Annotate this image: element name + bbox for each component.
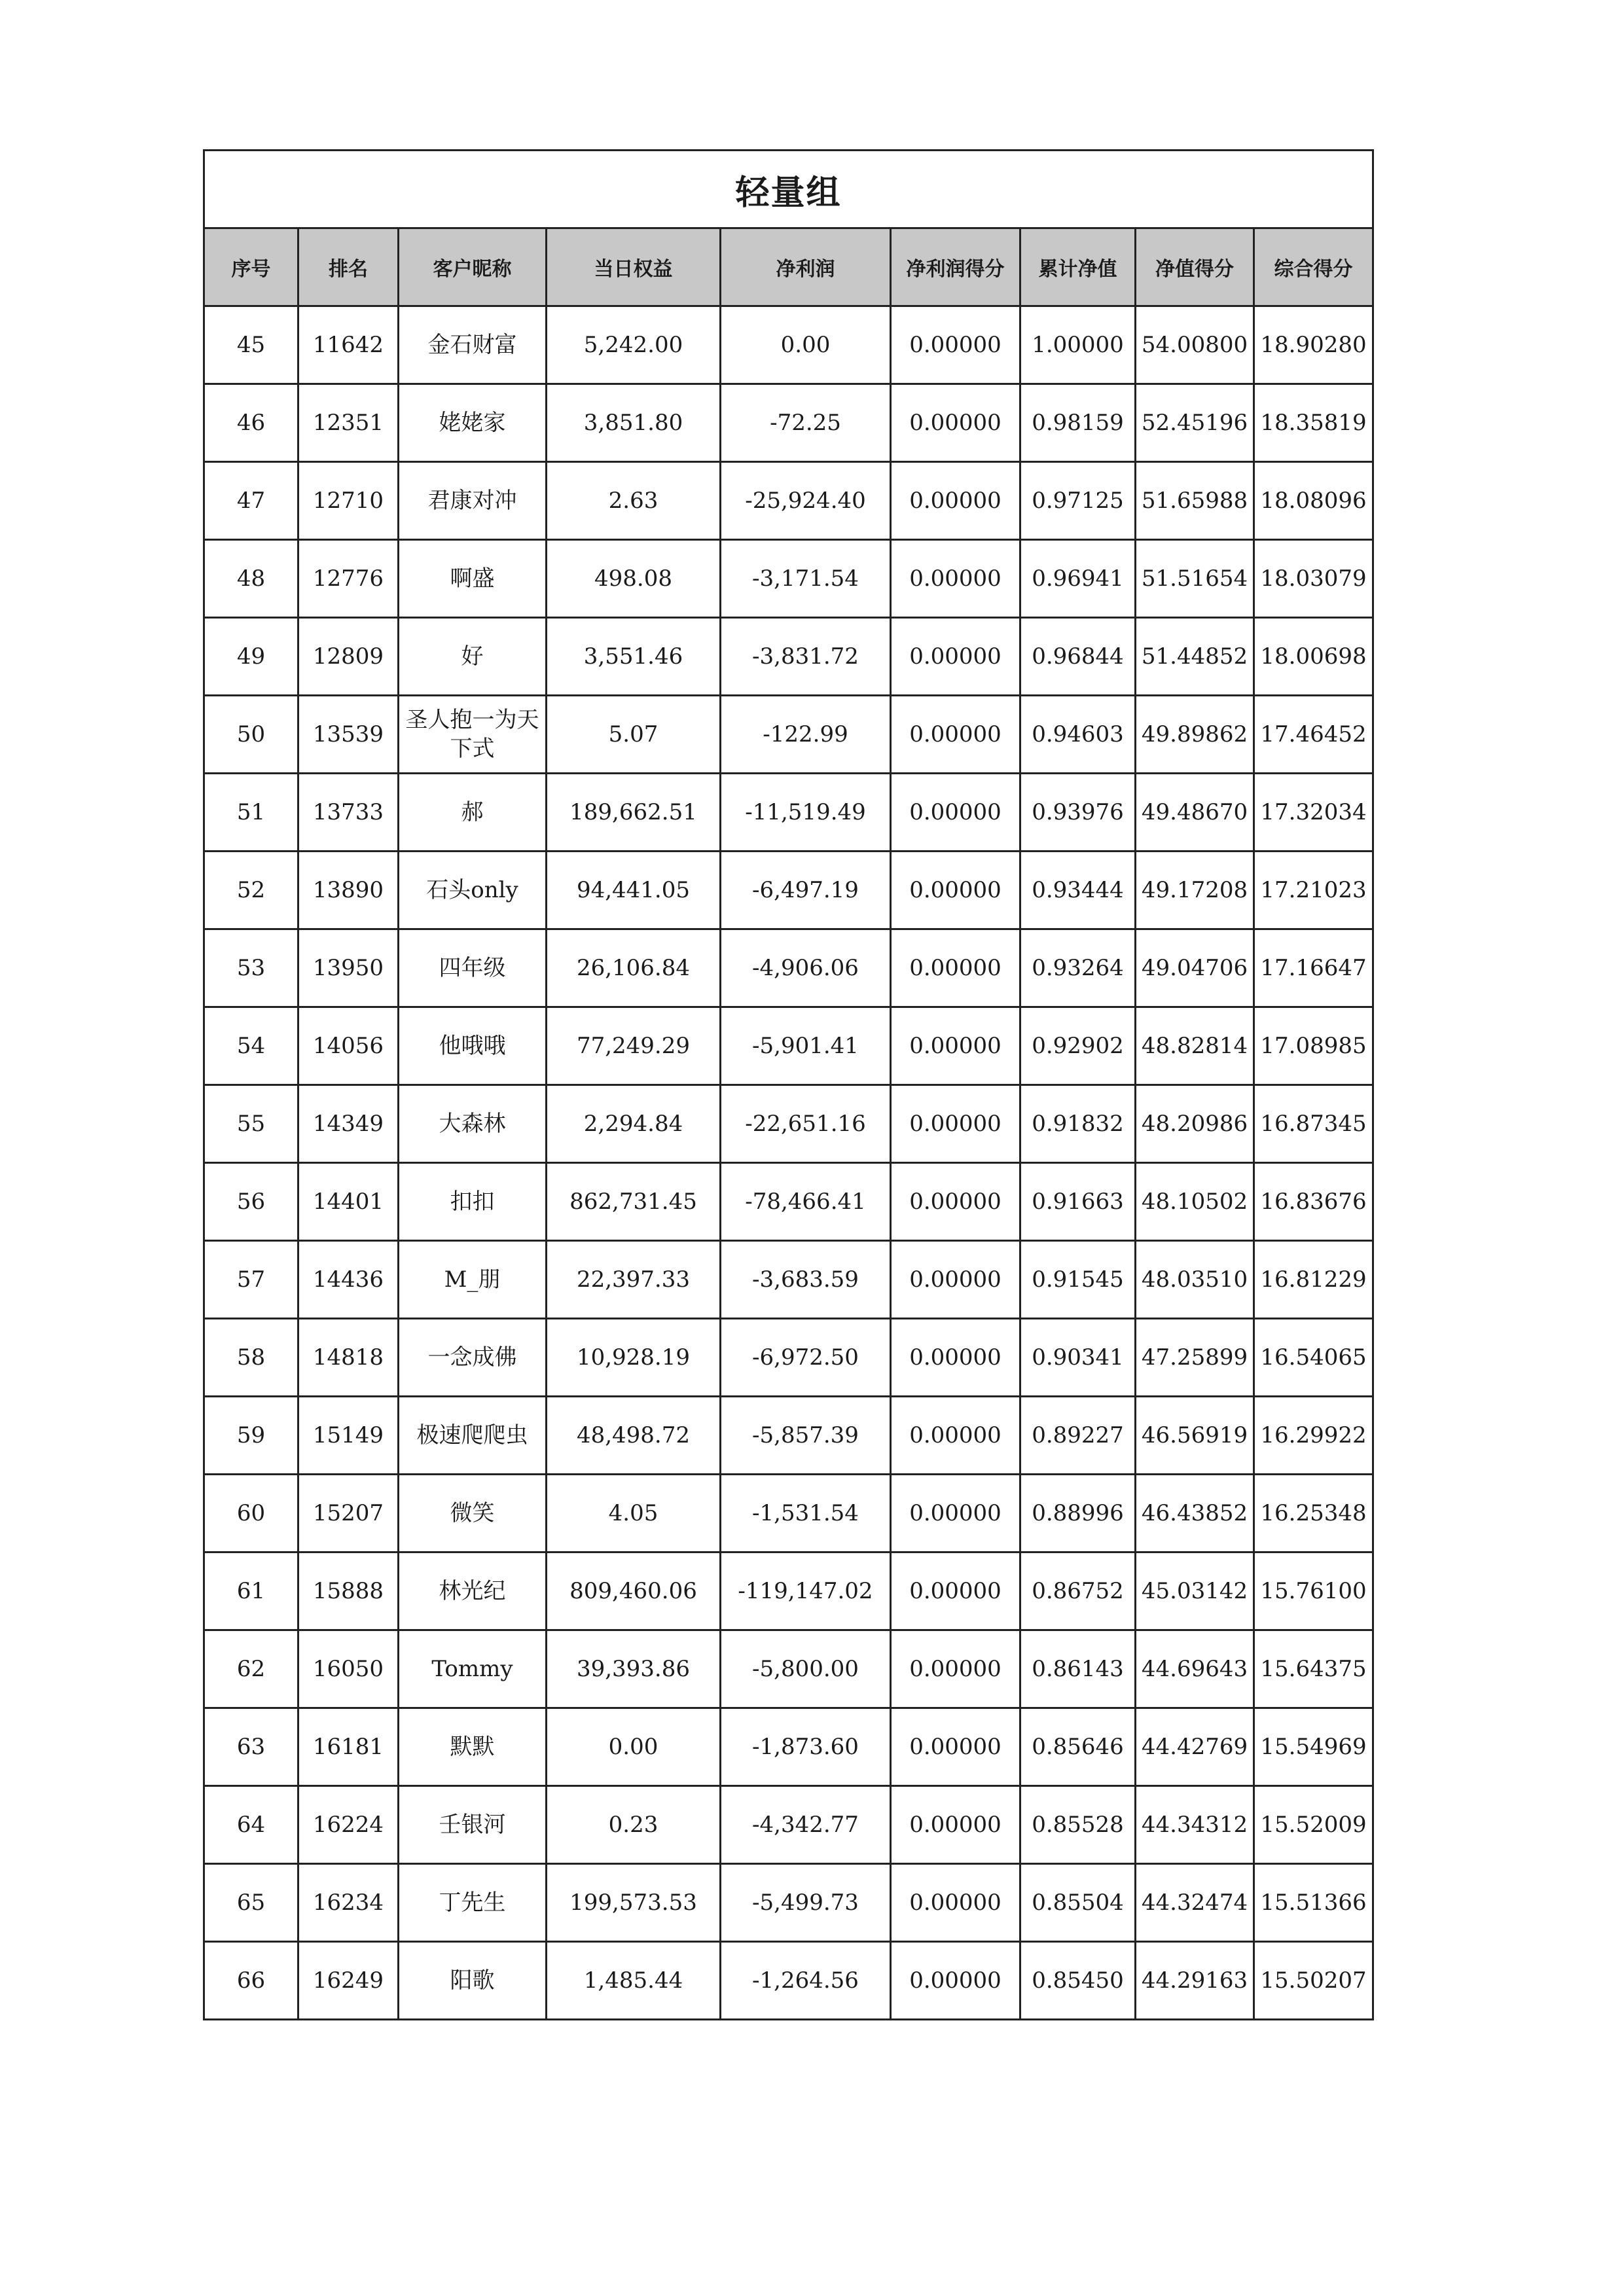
cell-net-profit: -5,800.00 [721, 1630, 891, 1708]
cell-cumulative-nav: 0.85646 [1020, 1708, 1136, 1786]
cell-cumulative-nav: 0.89227 [1020, 1397, 1136, 1475]
cell-daily-equity: 498.08 [547, 540, 721, 618]
cell-index: 45 [204, 306, 298, 384]
cell-nickname: 一念成佛 [399, 1319, 547, 1397]
cell-cumulative-nav: 0.88996 [1020, 1475, 1136, 1552]
cell-net-profit: -22,651.16 [721, 1085, 891, 1163]
cell-nickname: Tommy [399, 1630, 547, 1708]
cell-net-profit-score: 0.00000 [891, 1786, 1020, 1864]
cell-net-profit-score: 0.00000 [891, 1007, 1020, 1085]
cell-index: 61 [204, 1552, 298, 1630]
cell-total-score: 15.51366 [1254, 1864, 1373, 1942]
cell-cumulative-nav: 0.96941 [1020, 540, 1136, 618]
cell-index: 65 [204, 1864, 298, 1942]
cell-nav-score: 47.25899 [1136, 1319, 1254, 1397]
cell-nickname: 君康对冲 [399, 462, 547, 540]
ranking-sheet [203, 149, 1372, 2020]
cell-net-profit: -4,342.77 [721, 1786, 891, 1864]
cell-nav-score: 51.44852 [1136, 618, 1254, 696]
cell-net-profit: -1,264.56 [721, 1942, 891, 2020]
column-header-rank: 排名 [298, 228, 399, 306]
cell-nickname: 微笑 [399, 1475, 547, 1552]
cell-index: 66 [204, 1942, 298, 2020]
cell-index: 56 [204, 1163, 298, 1241]
table-row [204, 618, 1373, 696]
table-row [204, 1007, 1373, 1085]
cell-total-score: 16.25348 [1254, 1475, 1373, 1552]
cell-rank: 13733 [298, 774, 399, 852]
cell-rank: 12809 [298, 618, 399, 696]
cell-total-score: 15.54969 [1254, 1708, 1373, 1786]
cell-net-profit: -5,857.39 [721, 1397, 891, 1475]
cell-cumulative-nav: 0.91832 [1020, 1085, 1136, 1163]
cell-daily-equity: 5.07 [547, 696, 721, 774]
cell-daily-equity: 3,851.80 [547, 384, 721, 462]
cell-daily-equity: 0.00 [547, 1708, 721, 1786]
cell-cumulative-nav: 1.00000 [1020, 306, 1136, 384]
cell-daily-equity: 77,249.29 [547, 1007, 721, 1085]
table-row [204, 540, 1373, 618]
cell-nickname: 扣扣 [399, 1163, 547, 1241]
cell-cumulative-nav: 0.93264 [1020, 929, 1136, 1007]
cell-rank: 11642 [298, 306, 399, 384]
cell-index: 58 [204, 1319, 298, 1397]
cell-nav-score: 54.00800 [1136, 306, 1254, 384]
cell-cumulative-nav: 0.98159 [1020, 384, 1136, 462]
cell-index: 53 [204, 929, 298, 1007]
column-header-index: 序号 [204, 228, 298, 306]
cell-net-profit-score: 0.00000 [891, 1864, 1020, 1942]
cell-rank: 14436 [298, 1241, 399, 1319]
cell-net-profit-score: 0.00000 [891, 1942, 1020, 2020]
cell-net-profit: -3,831.72 [721, 618, 891, 696]
cell-net-profit: -72.25 [721, 384, 891, 462]
cell-index: 50 [204, 696, 298, 774]
cell-daily-equity: 862,731.45 [547, 1163, 721, 1241]
cell-nickname: 圣人抱一为天下式 [399, 696, 547, 774]
cell-total-score: 17.08985 [1254, 1007, 1373, 1085]
cell-cumulative-nav: 0.85528 [1020, 1786, 1136, 1864]
cell-net-profit-score: 0.00000 [891, 306, 1020, 384]
cell-daily-equity: 26,106.84 [547, 929, 721, 1007]
table-row [204, 1241, 1373, 1319]
table-row [204, 1552, 1373, 1630]
table-title: 轻量组 [204, 151, 1373, 228]
cell-rank: 12351 [298, 384, 399, 462]
cell-daily-equity: 189,662.51 [547, 774, 721, 852]
cell-nickname: 壬银河 [399, 1786, 547, 1864]
cell-total-score: 15.64375 [1254, 1630, 1373, 1708]
cell-daily-equity: 5,242.00 [547, 306, 721, 384]
table-row [204, 1708, 1373, 1786]
cell-total-score: 16.81229 [1254, 1241, 1373, 1319]
cell-nav-score: 49.48670 [1136, 774, 1254, 852]
cell-rank: 13539 [298, 696, 399, 774]
header-row [204, 228, 1373, 306]
cell-net-profit-score: 0.00000 [891, 852, 1020, 929]
cell-net-profit: -1,873.60 [721, 1708, 891, 1786]
table-row [204, 1085, 1373, 1163]
cell-nav-score: 46.43852 [1136, 1475, 1254, 1552]
cell-daily-equity: 2.63 [547, 462, 721, 540]
cell-nav-score: 51.51654 [1136, 540, 1254, 618]
table-row [204, 774, 1373, 852]
cell-net-profit: -25,924.40 [721, 462, 891, 540]
cell-total-score: 15.76100 [1254, 1552, 1373, 1630]
cell-net-profit-score: 0.00000 [891, 618, 1020, 696]
cell-cumulative-nav: 0.93444 [1020, 852, 1136, 929]
column-header-daily-equity: 当日权益 [547, 228, 721, 306]
cell-net-profit: -119,147.02 [721, 1552, 891, 1630]
table-body [204, 306, 1373, 2020]
cell-daily-equity: 3,551.46 [547, 618, 721, 696]
cell-nickname: 默默 [399, 1708, 547, 1786]
cell-net-profit: -122.99 [721, 696, 891, 774]
cell-rank: 13950 [298, 929, 399, 1007]
cell-nickname: 石头only [399, 852, 547, 929]
cell-index: 51 [204, 774, 298, 852]
cell-nickname: 他哦哦 [399, 1007, 547, 1085]
cell-nav-score: 48.10502 [1136, 1163, 1254, 1241]
cell-rank: 15888 [298, 1552, 399, 1630]
cell-nickname: 大森林 [399, 1085, 547, 1163]
table-row [204, 384, 1373, 462]
cell-cumulative-nav: 0.86143 [1020, 1630, 1136, 1708]
cell-net-profit: -5,901.41 [721, 1007, 891, 1085]
cell-index: 60 [204, 1475, 298, 1552]
cell-net-profit-score: 0.00000 [891, 774, 1020, 852]
cell-total-score: 16.54065 [1254, 1319, 1373, 1397]
cell-net-profit-score: 0.00000 [891, 696, 1020, 774]
cell-index: 54 [204, 1007, 298, 1085]
cell-rank: 13890 [298, 852, 399, 929]
cell-total-score: 17.21023 [1254, 852, 1373, 929]
cell-nickname: 郝 [399, 774, 547, 852]
cell-nav-score: 45.03142 [1136, 1552, 1254, 1630]
column-header-cumulative-nav: 累计净值 [1020, 228, 1136, 306]
cell-index: 52 [204, 852, 298, 929]
cell-daily-equity: 10,928.19 [547, 1319, 721, 1397]
cell-net-profit-score: 0.00000 [891, 1552, 1020, 1630]
ranking-table [203, 149, 1374, 2020]
cell-index: 62 [204, 1630, 298, 1708]
cell-cumulative-nav: 0.85450 [1020, 1942, 1136, 2020]
cell-total-score: 18.35819 [1254, 384, 1373, 462]
table-row [204, 306, 1373, 384]
cell-net-profit-score: 0.00000 [891, 1241, 1020, 1319]
cell-nickname: 林光纪 [399, 1552, 547, 1630]
cell-nav-score: 46.56919 [1136, 1397, 1254, 1475]
cell-index: 63 [204, 1708, 298, 1786]
cell-nickname: 丁先生 [399, 1864, 547, 1942]
table-row [204, 1786, 1373, 1864]
cell-net-profit: -4,906.06 [721, 929, 891, 1007]
column-header-nickname: 客户昵称 [399, 228, 547, 306]
cell-net-profit: -6,497.19 [721, 852, 891, 929]
cell-net-profit-score: 0.00000 [891, 1630, 1020, 1708]
cell-net-profit: -3,171.54 [721, 540, 891, 618]
cell-net-profit-score: 0.00000 [891, 462, 1020, 540]
table-row [204, 1163, 1373, 1241]
cell-rank: 16234 [298, 1864, 399, 1942]
cell-nickname: 极速爬爬虫 [399, 1397, 547, 1475]
cell-nav-score: 44.32474 [1136, 1864, 1254, 1942]
cell-index: 48 [204, 540, 298, 618]
cell-index: 47 [204, 462, 298, 540]
column-header-total-score: 综合得分 [1254, 228, 1373, 306]
column-header-nav-score: 净值得分 [1136, 228, 1254, 306]
cell-rank: 12776 [298, 540, 399, 618]
cell-rank: 14818 [298, 1319, 399, 1397]
cell-cumulative-nav: 0.94603 [1020, 696, 1136, 774]
table-row [204, 1942, 1373, 2020]
cell-daily-equity: 48,498.72 [547, 1397, 721, 1475]
cell-cumulative-nav: 0.97125 [1020, 462, 1136, 540]
cell-net-profit: -11,519.49 [721, 774, 891, 852]
cell-rank: 12710 [298, 462, 399, 540]
cell-total-score: 18.00698 [1254, 618, 1373, 696]
cell-daily-equity: 0.23 [547, 1786, 721, 1864]
cell-cumulative-nav: 0.91545 [1020, 1241, 1136, 1319]
cell-total-score: 16.87345 [1254, 1085, 1373, 1163]
table-row [204, 929, 1373, 1007]
table-row [204, 462, 1373, 540]
cell-index: 55 [204, 1085, 298, 1163]
cell-index: 57 [204, 1241, 298, 1319]
cell-nav-score: 44.69643 [1136, 1630, 1254, 1708]
cell-daily-equity: 22,397.33 [547, 1241, 721, 1319]
cell-total-score: 15.50207 [1254, 1942, 1373, 2020]
cell-rank: 15207 [298, 1475, 399, 1552]
cell-net-profit-score: 0.00000 [891, 929, 1020, 1007]
cell-nickname: 金石财富 [399, 306, 547, 384]
cell-total-score: 18.90280 [1254, 306, 1373, 384]
cell-nav-score: 44.29163 [1136, 1942, 1254, 2020]
cell-nav-score: 49.89862 [1136, 696, 1254, 774]
cell-total-score: 18.08096 [1254, 462, 1373, 540]
cell-cumulative-nav: 0.93976 [1020, 774, 1136, 852]
cell-rank: 16224 [298, 1786, 399, 1864]
cell-rank: 15149 [298, 1397, 399, 1475]
cell-nav-score: 48.20986 [1136, 1085, 1254, 1163]
cell-rank: 14349 [298, 1085, 399, 1163]
cell-rank: 16249 [298, 1942, 399, 2020]
table-row [204, 1475, 1373, 1552]
cell-cumulative-nav: 0.85504 [1020, 1864, 1136, 1942]
cell-nav-score: 44.42769 [1136, 1708, 1254, 1786]
cell-rank: 16050 [298, 1630, 399, 1708]
cell-net-profit: 0.00 [721, 306, 891, 384]
cell-index: 49 [204, 618, 298, 696]
cell-net-profit-score: 0.00000 [891, 1475, 1020, 1552]
cell-index: 46 [204, 384, 298, 462]
cell-nickname: 好 [399, 618, 547, 696]
cell-total-score: 17.32034 [1254, 774, 1373, 852]
cell-rank: 14401 [298, 1163, 399, 1241]
cell-total-score: 18.03079 [1254, 540, 1373, 618]
cell-net-profit-score: 0.00000 [891, 384, 1020, 462]
cell-net-profit-score: 0.00000 [891, 1163, 1020, 1241]
cell-total-score: 15.52009 [1254, 1786, 1373, 1864]
cell-daily-equity: 809,460.06 [547, 1552, 721, 1630]
cell-net-profit-score: 0.00000 [891, 1397, 1020, 1475]
cell-index: 64 [204, 1786, 298, 1864]
cell-net-profit: -1,531.54 [721, 1475, 891, 1552]
cell-nav-score: 44.34312 [1136, 1786, 1254, 1864]
cell-total-score: 16.29922 [1254, 1397, 1373, 1475]
cell-total-score: 16.83676 [1254, 1163, 1373, 1241]
cell-net-profit-score: 0.00000 [891, 540, 1020, 618]
cell-net-profit-score: 0.00000 [891, 1085, 1020, 1163]
cell-net-profit: -3,683.59 [721, 1241, 891, 1319]
cell-cumulative-nav: 0.92902 [1020, 1007, 1136, 1085]
cell-nickname: M_朋 [399, 1241, 547, 1319]
cell-daily-equity: 199,573.53 [547, 1864, 721, 1942]
cell-daily-equity: 2,294.84 [547, 1085, 721, 1163]
cell-nav-score: 49.04706 [1136, 929, 1254, 1007]
cell-daily-equity: 94,441.05 [547, 852, 721, 929]
cell-nav-score: 48.03510 [1136, 1241, 1254, 1319]
cell-nickname: 姥姥家 [399, 384, 547, 462]
cell-nav-score: 49.17208 [1136, 852, 1254, 929]
cell-nickname: 啊盛 [399, 540, 547, 618]
cell-net-profit: -78,466.41 [721, 1163, 891, 1241]
cell-index: 59 [204, 1397, 298, 1475]
table-row [204, 1864, 1373, 1942]
cell-rank: 16181 [298, 1708, 399, 1786]
cell-nav-score: 48.82814 [1136, 1007, 1254, 1085]
table-row [204, 1397, 1373, 1475]
cell-total-score: 17.46452 [1254, 696, 1373, 774]
cell-cumulative-nav: 0.91663 [1020, 1163, 1136, 1241]
cell-cumulative-nav: 0.96844 [1020, 618, 1136, 696]
table-row [204, 696, 1373, 774]
table-row [204, 1319, 1373, 1397]
cell-nickname: 四年级 [399, 929, 547, 1007]
cell-daily-equity: 39,393.86 [547, 1630, 721, 1708]
column-header-net-profit-score: 净利润得分 [891, 228, 1020, 306]
cell-nickname: 阳歌 [399, 1942, 547, 2020]
cell-net-profit: -6,972.50 [721, 1319, 891, 1397]
cell-net-profit-score: 0.00000 [891, 1319, 1020, 1397]
cell-nav-score: 52.45196 [1136, 384, 1254, 462]
table-row [204, 1630, 1373, 1708]
cell-cumulative-nav: 0.90341 [1020, 1319, 1136, 1397]
column-header-net-profit: 净利润 [721, 228, 891, 306]
cell-daily-equity: 4.05 [547, 1475, 721, 1552]
cell-total-score: 17.16647 [1254, 929, 1373, 1007]
cell-net-profit: -5,499.73 [721, 1864, 891, 1942]
cell-daily-equity: 1,485.44 [547, 1942, 721, 2020]
cell-nav-score: 51.65988 [1136, 462, 1254, 540]
cell-cumulative-nav: 0.86752 [1020, 1552, 1136, 1630]
cell-rank: 14056 [298, 1007, 399, 1085]
table-row [204, 852, 1373, 929]
cell-net-profit-score: 0.00000 [891, 1708, 1020, 1786]
